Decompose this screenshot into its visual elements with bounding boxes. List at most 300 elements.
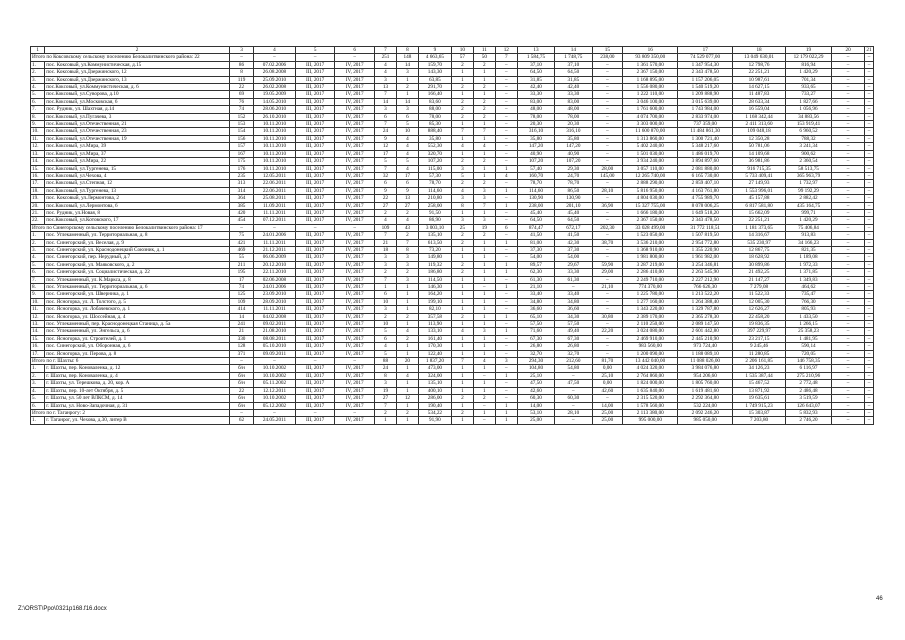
table-cell: 6: [374, 291, 396, 298]
table-cell: 238,00: [517, 202, 554, 209]
table-cell: 3 254 346,81: [678, 261, 733, 268]
table-cell: IV, 2017: [335, 306, 375, 313]
table-cell: 275 210,96: [785, 372, 831, 379]
subtotal-cell: 6: [495, 224, 517, 231]
table-cell: 2 746,20: [785, 417, 831, 424]
table-cell: –: [865, 98, 874, 105]
table-cell: 4: [396, 165, 418, 172]
table-cell: 435 164,75: [785, 202, 831, 209]
subtotal-cell: 2 092 246,20: [678, 409, 733, 416]
table-cell: 2 859 407,10: [678, 180, 733, 187]
table-row: [31, 387, 874, 394]
table-cell: IV, 2017: [335, 165, 375, 172]
table-cell: 30 899,86: [733, 261, 786, 268]
address-cell: пос. Ясногорка, ул. Строителей, д. 1: [45, 335, 230, 342]
table-cell: 54,80: [555, 365, 592, 372]
table-cell: –: [495, 128, 517, 135]
table-cell: 1: [451, 91, 473, 98]
table-cell: –: [865, 402, 874, 409]
subtotal-cell: 57: [451, 54, 473, 61]
table-cell: 1: [495, 269, 517, 276]
table-cell: 86,90: [418, 217, 451, 224]
subtotal-cell: –: [335, 54, 375, 61]
table-cell: 211: [229, 261, 253, 268]
table-cell: 10.11.2010: [254, 150, 296, 157]
table-cell: 7 203,80: [733, 417, 786, 424]
table-cell: 1 355 220,90: [678, 246, 733, 253]
table-cell: 14: [374, 98, 396, 105]
table-cell: IV, 2017: [335, 61, 375, 68]
table-cell: –: [592, 343, 623, 350]
table-cell: 55: [229, 254, 253, 261]
table-cell: –: [495, 91, 517, 98]
row-number-cell: 4.: [31, 387, 45, 394]
table-cell: III, 2017: [295, 380, 335, 387]
table-cell: 21,10: [592, 284, 623, 291]
table-cell: –: [495, 61, 517, 68]
table-cell: 1: [396, 291, 418, 298]
subtotal-cell: 31 772 118,51: [678, 224, 733, 231]
table-cell: 1: [495, 313, 517, 320]
subtotal-cell: 28,10: [555, 409, 592, 416]
table-row: [31, 187, 874, 194]
address-cell: г. Шахты, пер. Коноваленка, д. 4: [45, 372, 230, 379]
table-cell: –: [865, 195, 874, 202]
subtotal-cell: 148: [396, 54, 418, 61]
row-number-cell: 18.: [31, 187, 45, 194]
table-cell: 888,40: [418, 128, 451, 135]
table-cell: 38,70: [592, 239, 623, 246]
table-cell: 900,62: [785, 150, 831, 157]
row-number-cell: 3.: [31, 76, 45, 83]
subtotal-cell: 19: [473, 224, 495, 231]
table-row: [31, 135, 874, 142]
table-cell: 25.08.2011: [254, 195, 296, 202]
row-number-cell: 12.: [31, 143, 45, 150]
table-cell: 1 553 996,01: [733, 187, 786, 194]
address-cell: пос. Синегорский, ул. Маяковского, д. 2: [45, 261, 230, 268]
table-cell: –: [495, 76, 517, 83]
table-cell: 4: [495, 172, 517, 179]
table-cell: 42,30: [555, 239, 592, 246]
table-cell: 3 934 240,00: [623, 158, 678, 165]
address-cell: пос. Ясногорка, ул. Перова, д. 8: [45, 350, 230, 357]
table-cell: 133,10: [418, 328, 451, 335]
table-cell: 1 981 800,00: [623, 254, 678, 261]
table-cell: 145,00: [592, 172, 623, 179]
table-cell: 1: [473, 150, 495, 157]
table-cell: 1: [495, 372, 517, 379]
table-cell: 2 445 210,90: [678, 335, 733, 342]
table-cell: IV, 2017: [335, 380, 375, 387]
subtotal-cell: 109: [374, 224, 396, 231]
subtotal-cell: 2 113 380,00: [623, 409, 678, 416]
table-cell: 4: [451, 143, 473, 150]
address-cell: пос. Ясногорка, ул. Л. Толстого, д. 5: [45, 298, 230, 305]
table-cell: III, 2017: [295, 350, 335, 357]
table-cell: 2: [451, 232, 473, 239]
table-cell: 9: [374, 187, 396, 194]
table-cell: III, 2017: [295, 284, 335, 291]
table-cell: 2: [473, 106, 495, 113]
subtotal-cell: 1 584,75: [517, 54, 554, 61]
table-cell: 1 420,29: [785, 69, 831, 76]
table-cell: III, 2017: [295, 246, 335, 253]
table-cell: 414: [229, 306, 253, 313]
table-cell: –: [832, 261, 865, 268]
table-cell: 1 056,96: [785, 106, 831, 113]
table-cell: 33,30: [555, 91, 592, 98]
table-cell: –: [832, 128, 865, 135]
table-cell: 1: [495, 239, 517, 246]
table-cell: 2: [396, 335, 418, 342]
table-cell: 3: [396, 276, 418, 283]
table-row: [31, 61, 874, 68]
row-number-cell: 12.: [31, 313, 45, 320]
address-cell: г. Таганрог, ул. Чехова, д.30, литер В: [45, 417, 230, 424]
row-number-cell: 4.: [31, 254, 45, 261]
row-number-cell: 11.: [31, 306, 45, 313]
table-cell: 14 627,15: [733, 84, 786, 91]
table-cell: 2: [451, 61, 473, 68]
table-cell: 5: [396, 158, 418, 165]
table-cell: 8: [451, 202, 473, 209]
table-cell: 32: [374, 172, 396, 179]
row-number-cell: 1.: [31, 61, 45, 68]
column-number-cell: 5: [295, 47, 335, 54]
address-cell: пос. Углекаменный, ул. Территориальная, д. 6: [45, 284, 230, 291]
table-cell: 1: [473, 387, 495, 394]
table-cell: 14: [396, 61, 418, 68]
table-cell: 27 149,93: [733, 180, 786, 187]
table-cell: 7: [473, 128, 495, 135]
table-cell: 21: [374, 239, 396, 246]
table-cell: 1: [473, 246, 495, 253]
table-cell: 7: [374, 402, 396, 409]
table-cell: 82,10: [418, 306, 451, 313]
table-cell: IV, 2017: [335, 69, 375, 76]
table-cell: 10.11.2010: [254, 143, 296, 150]
table-cell: 1: [396, 343, 418, 350]
table-cell: –: [832, 417, 865, 424]
table-cell: 1: [495, 417, 517, 424]
address-cell: пос. Коксовый, ул.Лермонтова, 2: [45, 195, 230, 202]
table-cell: 18 628,92: [733, 254, 786, 261]
table-cell: 1 666 180,00: [623, 209, 678, 216]
table-cell: 1: [495, 165, 517, 172]
table-cell: 13 871,92: [733, 387, 786, 394]
table-cell: 2 954 772,80: [678, 239, 733, 246]
table-cell: 1: [396, 417, 418, 424]
table-cell: 4: [374, 217, 396, 224]
address-cell: пос.Коксовый, ул.Котовского, 17: [45, 217, 230, 224]
table-cell: IV, 2017: [335, 387, 375, 394]
table-cell: 2 389 170,00: [623, 313, 678, 320]
table-cell: IV, 2017: [335, 195, 375, 202]
table-cell: –: [832, 350, 865, 357]
table-cell: 1 523 050,00: [623, 232, 678, 239]
table-cell: 1: [473, 269, 495, 276]
table-cell: 11.11.2011: [254, 306, 296, 313]
table-cell: 36,60: [517, 306, 554, 313]
table-cell: 14: [229, 313, 253, 320]
table-cell: 37,10: [517, 61, 554, 68]
table-cell: 1: [473, 313, 495, 320]
table-cell: 35,80: [418, 135, 451, 142]
table-cell: 12 867,75: [733, 246, 786, 253]
table-cell: –: [592, 113, 623, 120]
table-cell: 5 733 409,41: [733, 172, 786, 179]
address-cell: пос. Коксовый, ул.Дзержинского, 12: [45, 69, 230, 76]
table-cell: 33,40: [517, 291, 554, 298]
table-cell: –: [832, 165, 865, 172]
table-cell: IV, 2017: [335, 106, 375, 113]
table-cell: 1 266,15: [785, 321, 831, 328]
table-cell: 37,10: [555, 61, 592, 68]
table-cell: 1: [473, 209, 495, 216]
address-cell: пос.Коксовый, ул.Коммунистическая, д. 6: [45, 84, 230, 91]
table-cell: –: [592, 246, 623, 253]
address-cell: пос. Синегорский, ул. Краснодонецкий Союзник, д. 1: [45, 246, 230, 253]
subtotal-cell: 81,70: [592, 358, 623, 365]
table-cell: –: [865, 417, 874, 424]
table-cell: 45 157,88: [733, 195, 786, 202]
table-cell: 37,30: [555, 246, 592, 253]
table-cell: 733,27: [785, 91, 831, 98]
table-cell: 4 755 989,70: [678, 195, 733, 202]
table-cell: 3 303 000,00: [623, 121, 678, 128]
table-cell: 14 109,68: [733, 150, 786, 157]
table-cell: 60,30: [555, 395, 592, 402]
table-cell: IV, 2017: [335, 84, 375, 91]
table-cell: –: [495, 343, 517, 350]
table-cell: 160,70: [517, 172, 554, 179]
table-cell: 365 963,79: [785, 172, 831, 179]
table-cell: 1: [451, 135, 473, 142]
table-cell: 2 081 880,00: [678, 165, 733, 172]
table-cell: 241: [229, 321, 253, 328]
address-cell: пос.Коксовый, ул.Чехова, 4: [45, 172, 230, 179]
subtotal-cell: 88: [374, 358, 396, 365]
table-cell: 4: [374, 343, 396, 350]
subtotal-cell: –: [832, 358, 865, 365]
table-cell: 10.10.2002: [254, 395, 296, 402]
column-number-cell: 20: [832, 47, 865, 54]
table-cell: 19 635,61: [733, 395, 786, 402]
table-cell: 10.10.2002: [254, 365, 296, 372]
column-number-cell: 16: [623, 47, 678, 54]
table-cell: 1: [473, 298, 495, 305]
table-cell: 11.11.2011: [254, 239, 296, 246]
table-cell: 170,30: [418, 343, 451, 350]
table-cell: 15 327 755,00: [623, 202, 678, 209]
column-number-cell: 15: [592, 47, 623, 54]
table-cell: 1: [451, 254, 473, 261]
table-cell: 210,80: [418, 195, 451, 202]
row-number-cell: 7.: [31, 276, 45, 283]
table-cell: –: [865, 276, 874, 283]
page-number: 46: [876, 596, 883, 602]
table-cell: 3: [374, 306, 396, 313]
table-cell: 147,20: [555, 143, 592, 150]
table-row: [31, 165, 874, 172]
table-cell: 1 501 030,00: [623, 150, 678, 157]
table-cell: 21,10: [517, 284, 554, 291]
table-cell: III, 2017: [295, 135, 335, 142]
column-number-cell: 8: [396, 47, 418, 54]
table-cell: 3: [396, 106, 418, 113]
table-cell: –: [865, 143, 874, 150]
table-cell: IV, 2017: [335, 232, 375, 239]
table-cell: 10.11.2010: [254, 158, 296, 165]
table-cell: 1: [473, 172, 495, 179]
table-cell: б/н: [229, 372, 253, 379]
subtotal-cell: –: [865, 54, 874, 61]
table-cell: 7: [451, 128, 473, 135]
table-cell: –: [832, 372, 865, 379]
table-cell: 78,00: [418, 113, 451, 120]
table-cell: 41,50: [517, 232, 554, 239]
table-cell: 1 313 860,00: [623, 135, 678, 142]
table-cell: б/н: [229, 402, 253, 409]
subtotal-cell: 4: [473, 358, 495, 365]
table-cell: –: [865, 306, 874, 313]
table-cell: 5: [374, 328, 396, 335]
table-cell: 7: [374, 165, 396, 172]
table-cell: –: [865, 313, 874, 320]
subtotal-cell: 25: [451, 224, 473, 231]
subtotal-cell: –: [832, 224, 865, 231]
table-cell: 286,00: [418, 395, 451, 402]
table-cell: 25,00: [517, 417, 554, 424]
table-cell: 2 764 860,00: [623, 372, 678, 379]
table-cell: 1: [451, 306, 473, 313]
table-cell: 22.06.2011: [254, 187, 296, 194]
table-cell: 99 192,29: [785, 187, 831, 194]
subtotal-cell: 1 748,75: [555, 54, 592, 61]
table-cell: 63,85: [418, 76, 451, 83]
table-cell: 42,60: [517, 387, 554, 394]
table-cell: 115,00: [418, 165, 451, 172]
table-cell: 85,30: [418, 121, 451, 128]
table-cell: 57,30: [418, 172, 451, 179]
table-cell: 1: [451, 209, 473, 216]
table-cell: 4: [451, 328, 473, 335]
table-cell: –: [865, 298, 874, 305]
subtotal-row: [31, 409, 874, 416]
table-cell: 2: [473, 395, 495, 402]
table-cell: 1 486 019,70: [678, 150, 733, 157]
table-cell: 40,90: [517, 150, 554, 157]
subtotal-cell: 7: [451, 358, 473, 365]
table-cell: 88,00: [418, 106, 451, 113]
table-cell: –: [832, 343, 865, 350]
table-cell: 4: [374, 69, 396, 76]
address-cell: пос.Коксовый, ул.Лермонтова, 6: [45, 202, 230, 209]
subtotal-cell: 3 003,10: [418, 224, 451, 231]
address-cell: пос.Коксовый, ул.Мира, 39: [45, 143, 230, 150]
table-cell: 143,30: [418, 69, 451, 76]
table-cell: 1: [451, 298, 473, 305]
table-cell: 1: [495, 261, 517, 268]
table-cell: –: [865, 172, 874, 179]
row-number-cell: 21.: [31, 209, 45, 216]
table-cell: 2: [473, 113, 495, 120]
table-cell: 3: [374, 261, 396, 268]
table-cell: 107,20: [555, 158, 592, 165]
table-cell: 7: [396, 239, 418, 246]
table-cell: 10.10.2002: [254, 372, 296, 379]
table-cell: 91,90: [418, 417, 451, 424]
table-cell: 3: [396, 261, 418, 268]
column-number-cell: 3: [229, 47, 253, 54]
table-cell: –: [495, 321, 517, 328]
table-cell: –: [865, 76, 874, 83]
table-cell: 25.09.2010: [254, 76, 296, 83]
table-cell: 57,50: [555, 321, 592, 328]
table-cell: 2: [473, 158, 495, 165]
table-cell: 135,10: [418, 380, 451, 387]
table-cell: 25,00: [592, 417, 623, 424]
subtotal-cell: 12 179 022,29: [785, 54, 831, 61]
table-cell: 26.02.2008: [254, 84, 296, 91]
column-number-cell: 7: [374, 47, 396, 54]
table-cell: IV, 2017: [335, 284, 375, 291]
column-number-cell: 2: [45, 47, 230, 54]
table-cell: –: [832, 76, 865, 83]
row-number-cell: 2.: [31, 69, 45, 76]
table-cell: 2: [396, 269, 418, 276]
table-cell: III, 2017: [295, 187, 335, 194]
table-cell: 83,60: [418, 98, 451, 105]
table-cell: 28,00: [592, 165, 623, 172]
table-cell: 10: [396, 128, 418, 135]
table-cell: 25,10: [592, 372, 623, 379]
table-cell: 126 643,07: [785, 402, 831, 409]
subtotal-cell: –: [335, 409, 375, 416]
table-cell: –: [592, 217, 623, 224]
table-row: [31, 380, 874, 387]
table-row: [31, 217, 874, 224]
table-cell: –: [592, 150, 623, 157]
table-cell: 4: [396, 135, 418, 142]
row-number-cell: 6.: [31, 402, 45, 409]
table-cell: –: [592, 276, 623, 283]
table-cell: IV, 2017: [335, 321, 375, 328]
table-cell: 2 343 478,50: [678, 217, 733, 224]
table-cell: 1: [473, 276, 495, 283]
column-number-cell: 13: [517, 47, 554, 54]
table-cell: IV, 2017: [335, 276, 375, 283]
table-cell: –: [473, 284, 495, 291]
table-cell: б/н: [229, 395, 253, 402]
table-cell: 37,30: [517, 246, 554, 253]
table-cell: 2: [396, 313, 418, 320]
table-cell: –: [592, 291, 623, 298]
table-cell: III, 2017: [295, 209, 335, 216]
row-number-cell: 1.: [31, 417, 45, 424]
table-cell: 119: [229, 76, 253, 83]
table-cell: 17: [229, 276, 253, 283]
address-cell: пос.Коксовый, ул.Отечественная, 23: [45, 128, 230, 135]
address-cell: пос. Углекаменный, пер. Краснодонецкая Станица, д. 5а: [45, 321, 230, 328]
table-cell: –: [865, 291, 874, 298]
table-cell: 3: [473, 195, 495, 202]
table-cell: 3: [473, 217, 495, 224]
table-cell: 1: [451, 76, 473, 83]
table-cell: 1: [451, 150, 473, 157]
table-cell: 21.08.2010: [254, 328, 296, 335]
